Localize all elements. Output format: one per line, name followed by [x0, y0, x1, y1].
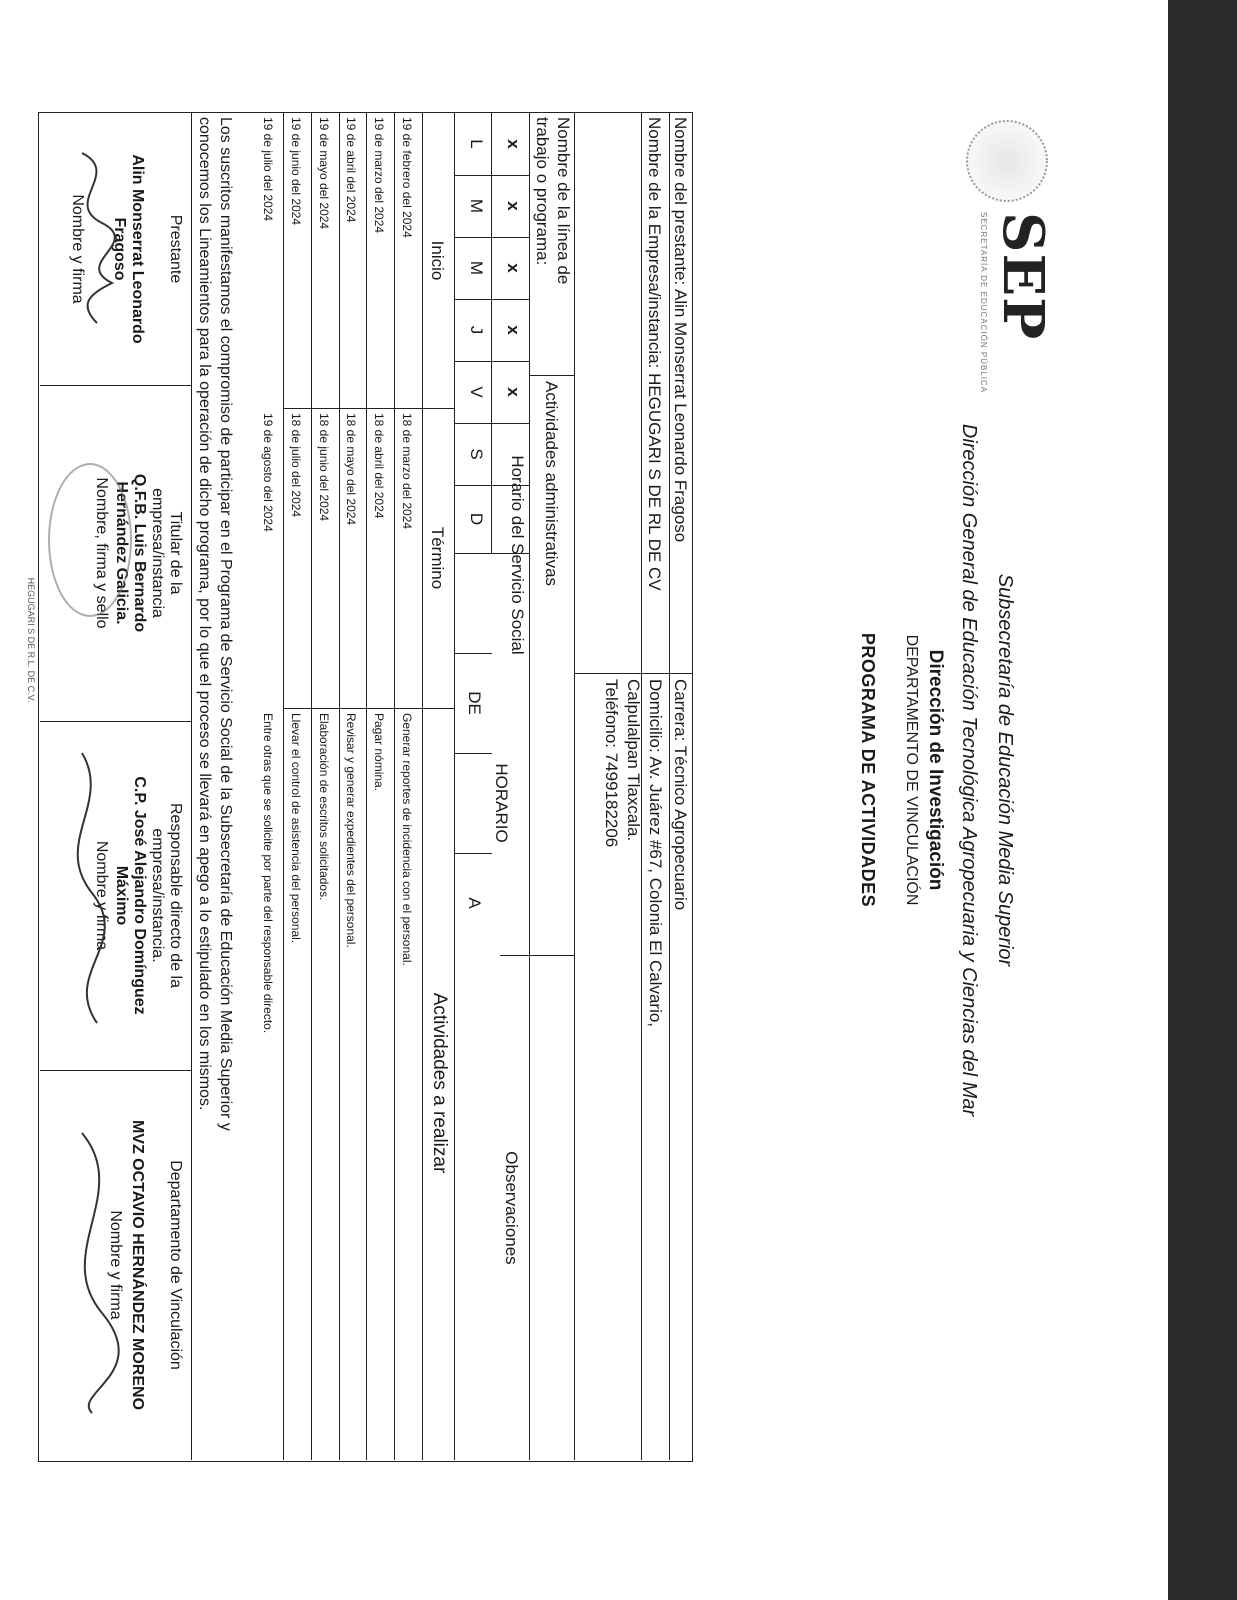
row6-termino: 19 de agosto del 2024 — [261, 413, 275, 532]
inicio-header: Inicio — [428, 240, 447, 281]
activities-form — [38, 112, 693, 1462]
firma-pie: Nombre y firma — [93, 840, 110, 951]
firma-pie: Nombre y firma — [69, 194, 86, 304]
firma-rol-cont — [146, 113, 166, 385]
firma-rol-cont: empresa/instancia. — [149, 828, 166, 963]
firma-rol-cont — [146, 1070, 166, 1460]
direccion-general-heading: Dirección General de Educación Tecnológica Agropecuaria y Ciencias del Mar — [958, 423, 980, 1117]
marca-m: x — [504, 201, 523, 211]
linea-label: Nombre de la línea de — [554, 117, 573, 285]
sep-logo-subtitle: SECRETARÍA DE EDUCACIÓN PÚBLICA — [979, 212, 988, 394]
marca-l: x — [504, 139, 523, 149]
row4-inicio: 19 de mayo del 2024 — [317, 117, 331, 230]
sep-logo: SEP — [990, 212, 1056, 341]
company-stamp-icon — [48, 463, 132, 617]
row6-inicio: 19 de julio del 2024 — [261, 117, 275, 222]
domicilio-field: Domicilio: Av. Juárez #67, Colonia El Calvario, — [646, 679, 665, 1028]
prestante-field: Nombre del prestante: Alin Monserrat Leonardo Fragoso — [671, 117, 690, 543]
row2-termino: 18 de abril del 2024 — [372, 413, 386, 519]
row5-actividad: Llevar el control de asistencia del personal. — [289, 713, 303, 944]
dia-l: L — [467, 139, 486, 149]
domicilio-field-cont: Calpulalpan Tlaxcala. — [624, 679, 643, 842]
firma-nombre: MVZ OCTAVIO HERNÁNDEZ MORENO — [129, 1119, 146, 1411]
row1-termino: 18 de marzo del 2024 — [400, 413, 414, 530]
row2-actividad: Pagar nómina. — [372, 713, 386, 792]
firma-rol-cont: empresa/instancia — [149, 488, 166, 618]
marca-m2: x — [504, 263, 523, 273]
departamento-heading: DEPARTAMENTO DE VINCULACIÓN — [903, 634, 920, 906]
empresa-field: Nombre de la Empresa/instancia: HEGUGARI S DE RL DE CV — [645, 117, 664, 591]
firma-pie: Nombre y firma — [107, 1210, 124, 1320]
telefono-field: Teléfono: 7499182206 — [602, 679, 621, 848]
linea-label-cont: trabajo o programa: — [533, 117, 552, 266]
row2-inicio: 19 de marzo del 2024 — [372, 117, 386, 234]
compromiso-text: Los suscritos manifestamos el compromiso de participar en el Programa de Servicio Social de la Subsecretaría de Educación Media Superior y — [217, 117, 234, 1131]
signature-scribble-icon — [42, 743, 122, 1043]
stamp-footer-text: HEGUGARI S DE R.L. DE C.V. — [26, 577, 36, 703]
firma-nombre-cont: Hernández Galicia. — [113, 481, 130, 625]
dia-m: M — [467, 198, 486, 214]
row3-actividad: Revisar y generar expedientes del personal. — [344, 713, 358, 948]
row1-inicio: 19 de febrero del 2024 — [400, 117, 414, 238]
row3-termino: 18 de mayo del 2024 — [344, 413, 358, 526]
firma-rol: Titular de la — [167, 511, 184, 595]
horario-de: DE — [465, 691, 484, 715]
firma-nombre-cont: Máximo — [113, 865, 130, 926]
firma-rol: Departamento de Vinculación — [167, 1160, 184, 1370]
horario-a: A — [465, 897, 484, 909]
horario-label: HORARIO — [492, 763, 511, 843]
compromiso-text-cont: conocemos los Lineamientos para la operación de dicho programa, por lo que el proceso se llevará en apego a lo estipulado en los mismos. — [196, 117, 213, 1111]
linea-value: Actividades administrativas — [542, 381, 561, 587]
document-title: PROGRAMA DE ACTIVIDADES — [858, 632, 878, 908]
dia-s: S — [467, 448, 486, 460]
actividades-header: Actividades a realizar — [429, 992, 450, 1174]
firma-rol: Responsable directo de la — [167, 802, 184, 988]
dia-j: J — [467, 325, 486, 335]
carrera-field: Carrera: Técnico Agropecuario — [671, 679, 690, 911]
row3-inicio: 19 de abril del 2024 — [344, 117, 358, 223]
dia-m2: M — [467, 260, 486, 276]
direccion-heading: Dirección de Investigación — [925, 649, 946, 891]
row5-inicio: 19 de junio del 2024 — [289, 117, 303, 226]
firma-nombre: Alin Monserrat Leonardo — [129, 154, 146, 344]
dia-d: D — [467, 512, 486, 526]
firma-rol: Prestante — [167, 214, 184, 284]
horario-title: Horario del Servicio Social — [508, 455, 527, 655]
row4-actividad: Elaboración de escritos solicitados. — [317, 713, 331, 901]
row4-termino: 18 de junio del 2024 — [317, 413, 331, 522]
dia-v: V — [467, 386, 486, 398]
eagle-seal-icon — [966, 120, 1048, 202]
firma-nombre-cont: Fragoso — [111, 217, 128, 281]
row6-actividad: Entre otras que se solicite por parte del responsable directo. — [261, 713, 275, 1034]
marca-v: x — [504, 387, 523, 397]
signature-scribble-icon — [52, 133, 132, 373]
termino-header: Término — [428, 526, 447, 590]
firma-pie: Nombre, firma y sello — [93, 477, 110, 629]
marca-j: x — [504, 325, 523, 335]
firma-nombre: Q.F.B. Luis Bernardo — [131, 473, 148, 633]
scan-edge-shadow — [1168, 0, 1237, 1600]
subsecretaria-heading: Subsecretaría de Educación Media Superior — [994, 573, 1016, 967]
observaciones-label: Observaciones — [502, 1151, 521, 1265]
row1-actividad: Generar reportes de incidencia con el personal. — [400, 713, 414, 966]
signature-scribble-icon — [52, 1113, 132, 1433]
firma-nombre: C.P. José Alejandro Domínguez — [131, 776, 148, 1015]
row5-termino: 18 de julio del 2024 — [289, 413, 303, 518]
